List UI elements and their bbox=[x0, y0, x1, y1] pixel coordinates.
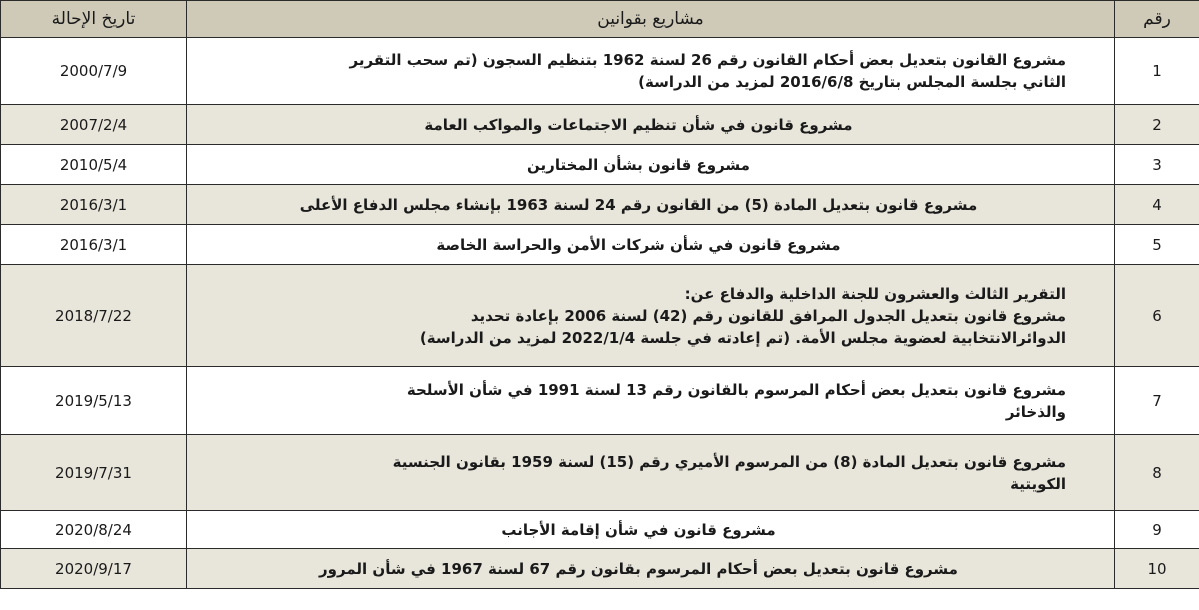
table-row bbox=[1, 549, 1199, 589]
bill-title bbox=[187, 145, 1115, 185]
bill-title bbox=[187, 38, 1115, 105]
bill-line: مشروع القانون بتعديل بعض أحكام القانون رقم 26 لسنة 1962 بتنظيم السجون (تم سحب التقرير bbox=[349, 51, 1066, 69]
row-number: 6 bbox=[1115, 265, 1199, 367]
header-referral-date: تاريخ الإحالة bbox=[1, 1, 187, 38]
referral-date: 2016/3/1 bbox=[1, 225, 187, 265]
referral-date: 2010/5/4 bbox=[1, 145, 187, 185]
bill-line: الدوائرالانتخابية لعضوية مجلس الأمة. (تم إعادته في جلسة 2022/1/4 لمزيد من الدراسة) bbox=[419, 328, 1066, 347]
bill-line: مشروع قانون بتعديل الجدول المرافق للقانون رقم (42) لسنة 2006 بإعادة تحديد bbox=[470, 306, 1066, 325]
row-number: 3 bbox=[1115, 145, 1199, 185]
table-row bbox=[1, 435, 1199, 511]
referral-date: 2007/2/4 bbox=[1, 105, 187, 145]
referral-date: 2020/8/24 bbox=[1, 511, 187, 549]
table-row bbox=[1, 367, 1199, 435]
table-row bbox=[1, 511, 1199, 549]
bill-line: مشروع قانون بتعديل بعض أحكام المرسوم بقانون رقم 67 لسنة 1967 في شأن المرور bbox=[319, 559, 958, 578]
referral-date: 2019/5/13 bbox=[1, 367, 187, 435]
table-body bbox=[1, 38, 1199, 589]
bill-line: الكويتية bbox=[1010, 474, 1066, 493]
bill-line: مشروع قانون بتعديل المادة (5) من القانون رقم 24 لسنة 1963 بإنشاء مجلس الدفاع الأعلى bbox=[299, 195, 978, 214]
bill-title bbox=[187, 511, 1115, 549]
header-row bbox=[1, 1, 1199, 38]
header-number: رقم bbox=[1115, 1, 1199, 38]
table-row bbox=[1, 38, 1199, 105]
row-number: 4 bbox=[1115, 185, 1199, 225]
bill-line: والذخائر bbox=[1005, 402, 1066, 421]
row-number: 2 bbox=[1115, 105, 1199, 145]
bill-line: مشروع قانون بتعديل المادة (8) من المرسوم الأميري رقم (15) لسنة 1959 بقانون الجنسية bbox=[392, 452, 1066, 471]
row-number: 7 bbox=[1115, 367, 1199, 435]
bill-line: مشروع قانون بتعديل بعض أحكام المرسوم بالقانون رقم 13 لسنة 1991 في شأن الأسلحة bbox=[406, 380, 1066, 399]
table-row bbox=[1, 145, 1199, 185]
referral-date: 2000/7/9 bbox=[1, 38, 187, 105]
table-row bbox=[1, 185, 1199, 225]
table-row bbox=[1, 225, 1199, 265]
referral-date: 2019/7/31 bbox=[1, 435, 187, 511]
header-bills: مشاريع بقوانين bbox=[187, 1, 1115, 38]
bill-line: التقرير الثالث والعشرون للجنة الداخلية والدفاع عن: bbox=[684, 284, 1066, 303]
row-number: 9 bbox=[1115, 511, 1199, 549]
bill-title bbox=[187, 435, 1115, 511]
bill-title bbox=[187, 225, 1115, 265]
referral-date: 2016/3/1 bbox=[1, 185, 187, 225]
bill-title bbox=[187, 265, 1115, 367]
row-number: 8 bbox=[1115, 435, 1199, 511]
bill-line: الثاني بجلسة المجلس بتاريخ 2016/6/8 لمزيد من الدراسة) bbox=[638, 73, 1066, 91]
bill-title bbox=[187, 185, 1115, 225]
bill-line: مشروع قانون بشأن المختارين bbox=[527, 155, 750, 174]
table-row bbox=[1, 265, 1199, 367]
bill-title bbox=[187, 549, 1115, 589]
bill-title bbox=[187, 105, 1115, 145]
referral-date: 2020/9/17 bbox=[1, 549, 187, 589]
bill-line: مشروع قانون في شأن إقامة الأجانب bbox=[501, 520, 776, 539]
table-header bbox=[1, 1, 1199, 38]
row-number: 1 bbox=[1115, 38, 1199, 105]
row-number: 5 bbox=[1115, 225, 1199, 265]
bill-title bbox=[187, 367, 1115, 435]
row-number: 10 bbox=[1115, 549, 1199, 589]
referral-date: 2018/7/22 bbox=[1, 265, 187, 367]
table-row bbox=[1, 105, 1199, 145]
bill-line: مشروع قانون في شأن شركات الأمن والحراسة الخاصة bbox=[436, 235, 841, 254]
bill-line: مشروع قانون في شأن تنظيم الاجتماعات والمواكب العامة bbox=[424, 115, 853, 134]
